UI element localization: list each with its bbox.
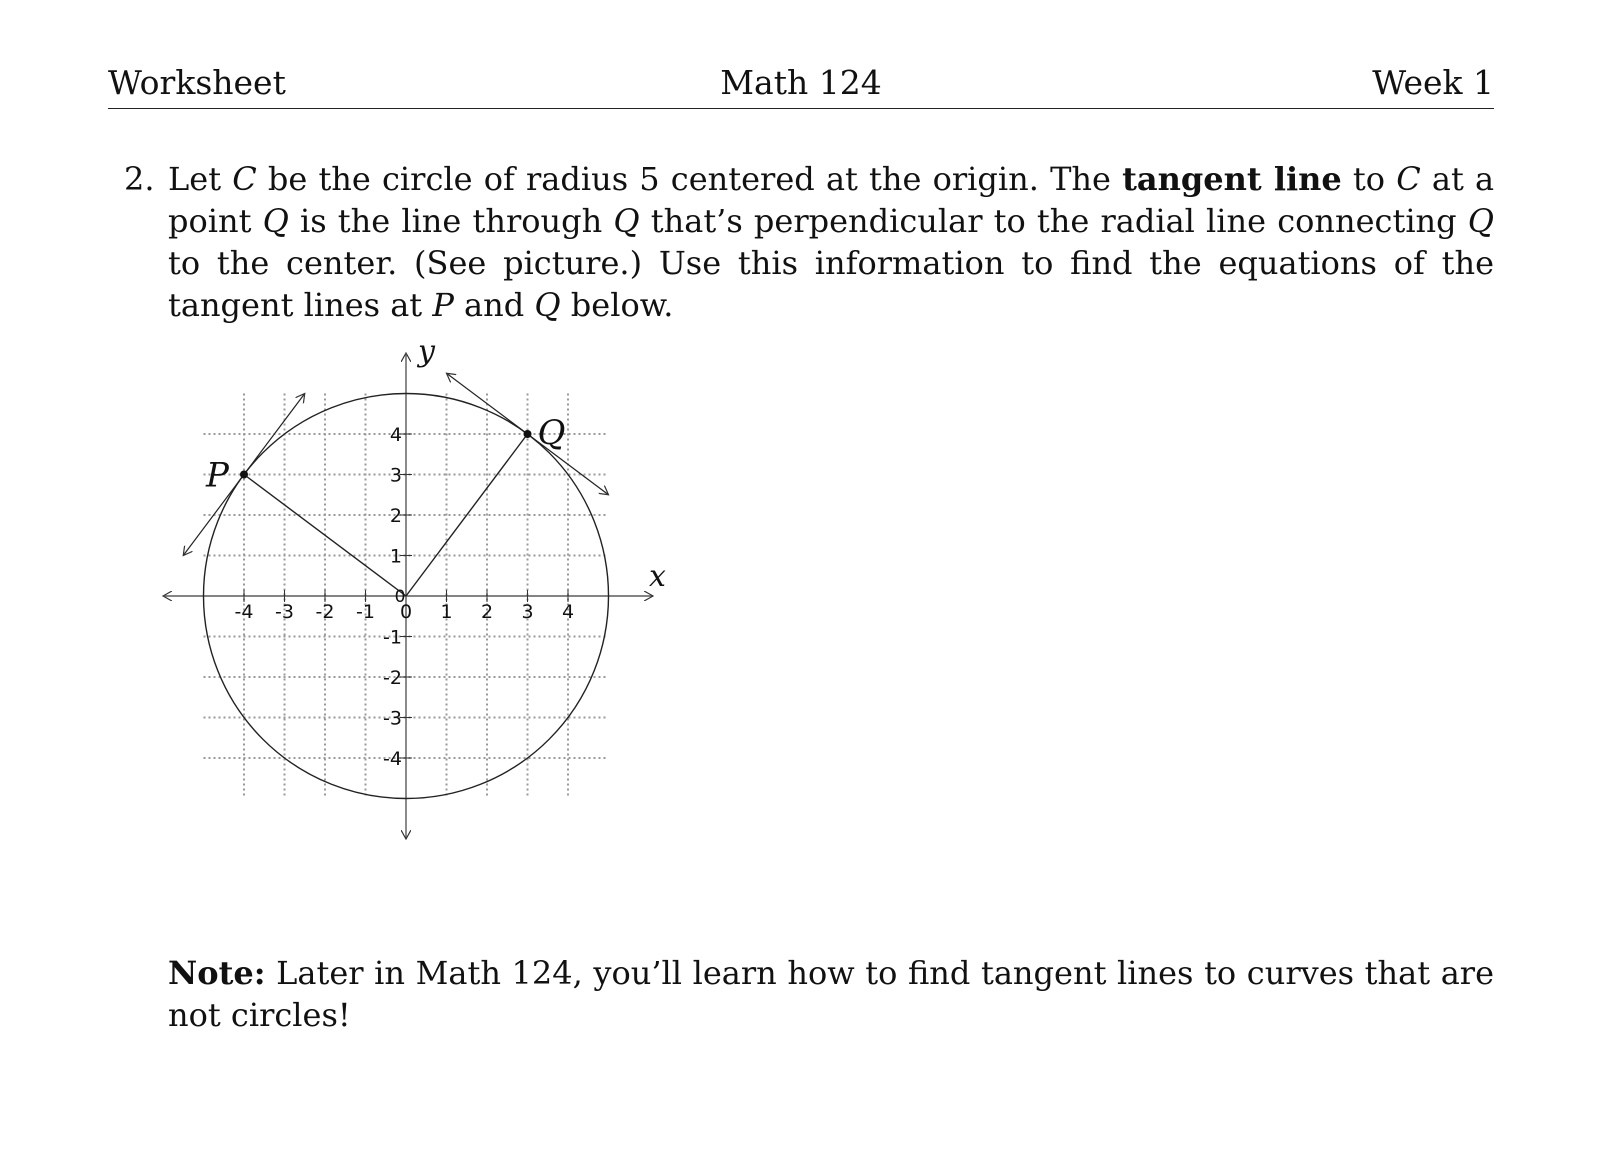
- problem-text-part: to the center. (See picture.) Use this information to find the equations of the tangent lines at: [168, 244, 1494, 324]
- y-tick-label: 2: [389, 505, 402, 527]
- y-axis-label: y: [418, 340, 435, 370]
- header-right: Week 1: [1372, 63, 1494, 102]
- x-tick-label: 2: [480, 601, 494, 623]
- math-symbol-Q: Q: [1467, 202, 1495, 240]
- tangent-line-P-backward: [244, 394, 305, 475]
- problem-text-part: and: [453, 286, 535, 324]
- x-tick-label: 4: [561, 601, 575, 623]
- problem-text-part: that’s perpendicular to the radial line connecting: [639, 202, 1468, 240]
- y-tick-label: 1: [389, 545, 402, 568]
- y-tick-label: -3: [383, 707, 402, 730]
- problem-2: [124, 158, 1494, 326]
- x-tick-label: -2: [315, 601, 335, 623]
- point-P: [240, 471, 248, 479]
- x-tick-label: -1: [356, 601, 375, 623]
- math-symbol-Q: Q: [534, 286, 561, 324]
- page-header: [108, 60, 1494, 109]
- x-tick-label: 0: [399, 601, 413, 623]
- math-symbol-Q: Q: [262, 202, 289, 240]
- y-tick-label: 4: [389, 424, 402, 446]
- problem-number: 2.: [124, 160, 155, 198]
- note-text: Later in Math 124, you’ll learn how to find tangent lines to curves that are not circles!: [168, 954, 1494, 1034]
- y-tick-label: -2: [383, 667, 402, 689]
- x-tick-label: 1: [440, 601, 453, 623]
- math-symbol-Q: Q: [613, 202, 640, 240]
- x-axis-label: x: [649, 559, 666, 594]
- problem-text-part: Let: [168, 160, 233, 198]
- math-symbol-C: C: [232, 160, 257, 198]
- circle-figure: [160, 340, 700, 880]
- radial-line-P: [244, 475, 406, 597]
- y-tick-label: -1: [383, 626, 402, 649]
- point-label-Q: Q: [537, 413, 566, 453]
- problem-text-part: be the circle of radius 5 centered at the origin. The: [256, 160, 1123, 198]
- problem-text-part: below.: [560, 286, 674, 324]
- point-Q: [524, 430, 532, 438]
- circle-diagram: [160, 340, 700, 880]
- x-tick-label: 3: [521, 601, 534, 623]
- x-tick-label: -3: [275, 601, 294, 623]
- note: [168, 952, 1494, 1036]
- problem-text: [168, 158, 1494, 326]
- point-label-P: P: [206, 455, 229, 496]
- math-symbol-C: C: [1396, 160, 1421, 198]
- note-label: Note:: [168, 954, 266, 992]
- y-tick-label: 0: [394, 587, 406, 607]
- y-tick-label: -4: [383, 748, 402, 770]
- problem-text-part: to: [1341, 160, 1397, 198]
- problem-text-part: is the line through: [288, 202, 614, 240]
- header-center: Math 124: [720, 63, 882, 102]
- term-tangent-line: tangent line: [1122, 160, 1342, 198]
- header-left: Worksheet: [108, 63, 286, 102]
- math-symbol-P: P: [432, 286, 454, 324]
- y-tick-label: 3: [389, 464, 402, 487]
- problem-text-part: at a point: [168, 160, 1495, 240]
- x-tick-label: -4: [234, 601, 254, 623]
